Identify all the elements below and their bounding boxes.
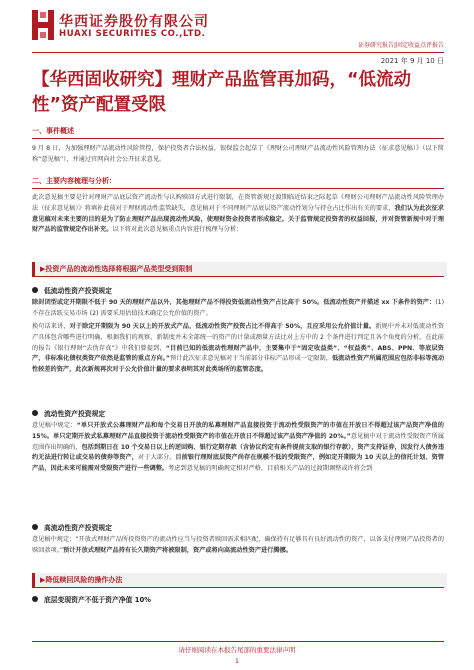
text-highlight: 预计开放式理财产品持有长久期资产将被限制，资产或将向高流动性资产进行腾挪。: [63, 546, 292, 554]
bullet-high-liquidity: [32, 522, 444, 532]
bullet-text: 低流动性资产投资规定: [44, 287, 112, 295]
subheading-product-liquidity: [32, 262, 444, 276]
legal-disclaimer-note: 请仔细阅读在本报告尾部的重要法律声明: [178, 646, 296, 654]
subheading-text: ▶降低赎回风险的操作办法: [40, 576, 123, 584]
report-date: 2021 年 9 月 10 日: [380, 57, 444, 65]
rule-highlight: 除封闭型或定开期限不低于 90 天的理财产品以外，其他理财产品不得投资低流动性资产占比高于 50%。低流动性资产并描述 xx 下条件的资产：: [32, 299, 436, 306]
huaxi-logo-icon: [32, 10, 54, 40]
bullet-restricted-liquidity: [32, 408, 444, 418]
text-highlight: 目前银行理财底层资产尚存在规模不低的受限资产，例如定开期限为 10 天以上的信托计划、资管产品，因此未来可能需对受限资产进行一些调整。: [32, 454, 445, 473]
text-span: 预计此次征求意见稿对于当前部分非标产品形成一定限制，: [169, 355, 332, 363]
report-type-tag: 证券研究报告|固定收益点评报告: [357, 42, 444, 49]
subheading-text: ▶投资产品的流动性选择将根据产品类型受到限制: [40, 265, 193, 273]
bullet-liquid-assets-floor: [32, 594, 444, 604]
text-span: 新规中并未对低流动性资产具体包含哪些进行明确，根据我们的观察，新制度并未全部统一的资产的计量或测量方法比对上方中的 2 个条件进行判定且各个角度的分析，在此前的报告《银行理财“去伪存真”》中我们曾提到，: [32, 323, 445, 352]
subheading-redemption-risk: [32, 573, 444, 587]
low-liquidity-paragraph: [32, 298, 444, 320]
rule-conditions: (1) 不存在活跃交易市场 (2) 需要采用估值技术确定公允价值的资产。: [32, 299, 444, 317]
section-divider: [32, 188, 444, 189]
text-span: 考虑到意见稿的明确规定相对严格，目前相关产品的过渡期调整或许将会到: [168, 465, 373, 473]
report-header: [32, 10, 444, 50]
bullet-low-liquidity: [32, 285, 444, 295]
text-highlight: 对于除定开期限为 90 天以上的开放式产品，低流动性资产投资占比不得高于 50%，且应采用公允价值计量。: [69, 323, 376, 330]
text-span: 意见稿中对于流动性受限资产所属范围作出明确的，: [32, 432, 445, 451]
footer-divider: [32, 641, 444, 642]
section-heading-text: 二、主要内容梳理与分析：: [32, 177, 116, 185]
high-liquidity-paragraph: [32, 535, 444, 557]
section-heading-analysis: [32, 176, 444, 186]
company-name-cn: 华西证券股份有限公司: [59, 14, 209, 30]
analysis-paragraph: [32, 193, 444, 236]
report-title: 【华西固收研究】理财产品监管再加码，“低流动性”资产配置受限: [32, 70, 411, 115]
overview-paragraph: 9 月 8 日，为加强理财产品流动性风险管控，保护投资者合法权益，银保监会起草了《理财公司理财产品流动性风险管理办法（征求意见稿）》（以下简称“意见稿”），并通过官网向社会公开征求意见。: [32, 145, 444, 163]
text-highlight: “目前已知的低流动性理财产品中，主要集中于“固定收益类”、“权益类”、ABS、PPN、等底层资产，非标准化债权类资产依然是监管的重点方向。”: [32, 344, 444, 363]
bullet-text: 流动性资产投资规定: [44, 410, 106, 418]
section-heading-overview: [32, 126, 444, 136]
bullet-dot-icon: [32, 287, 38, 293]
section-divider: [32, 138, 444, 139]
subheading-divider: [32, 587, 444, 588]
bullet-text: 底层变现资产不低于资产净值 10%: [44, 596, 151, 604]
bullet-dot-icon: [32, 410, 38, 416]
text-span: 意见稿中规定：: [32, 422, 77, 429]
text-highlight: 包括到期日在 10 个交易日以上的逆回购、银行定期存款（含协议约定有条件提前支取的银行存款），资产支持证券，因发行人债务违约无法进行转让或交易的债券等资产，: [32, 443, 445, 462]
analysis-tail: 以下将对此次意见稿重点内容进行梳理与分析：: [112, 226, 243, 234]
text-highlight: 低流动性资产所属范围应包括非标等流动性较差的资产，此次新规再次对于公允价值计量的要求表明其对此类场所的监管态度。: [32, 355, 445, 374]
low-liquidity-analysis: [32, 322, 444, 376]
text-span: 对于大部分，: [138, 454, 176, 462]
text-span: 换句话来讲，: [32, 323, 70, 330]
bullet-dot-icon: [32, 524, 38, 530]
page-number: 1: [234, 657, 240, 665]
bullet-text: 高流动性资产投资规定: [44, 524, 112, 532]
text-span: 意见稿中规定：“开放式理财产品所投资资产的流动性应当与投资者赎回需求相匹配，确保持有足够具有良好流动性的资产，以备支付理财产品投资者的赎回款项。”: [32, 536, 444, 554]
section-heading-text: 一、事件概述: [32, 127, 74, 135]
subheading-divider: [32, 276, 444, 277]
company-name-en: HUAXI SECURITIES CO.,LTD.: [59, 29, 206, 39]
bullet-dot-icon: [32, 596, 38, 602]
analysis-text: 此次意见稿主要是针对理财产品底层资产流动性与认购赎回方式进行限制，在资管新规过渡期临近结束之际起草《理财公司理财产品流动性风险管理办法（征求意见稿）》将填补此前对于理财流动性监管缺失，意见稿对于不同理财产品底层资产流动性划分与持仓占比作出有关的要求，: [32, 194, 444, 212]
analysis-highlight: 我们认为此次征求意见稿对未来主要的目的是为了防止理财产品出现流动性风险，使理财资金投资者形成稳定。关于监管规定投资者的权益回报，并对资管新规中对于理财产品的监管规定作出补充。: [32, 204, 444, 234]
header-divider: [32, 52, 444, 53]
text-highlight: “单只开放式公募理财产品和每个交易日开放的私募理财产品直接投资于流动性受限资产的市值在开放日不得超过该产品资产净值的 15%。单只定期开放式私募理财产品直接投资于流动性受限资产的市值在开放日不得超过该产品资产净值的 20%。”: [32, 422, 444, 440]
restricted-liquidity-paragraph: [32, 421, 444, 475]
